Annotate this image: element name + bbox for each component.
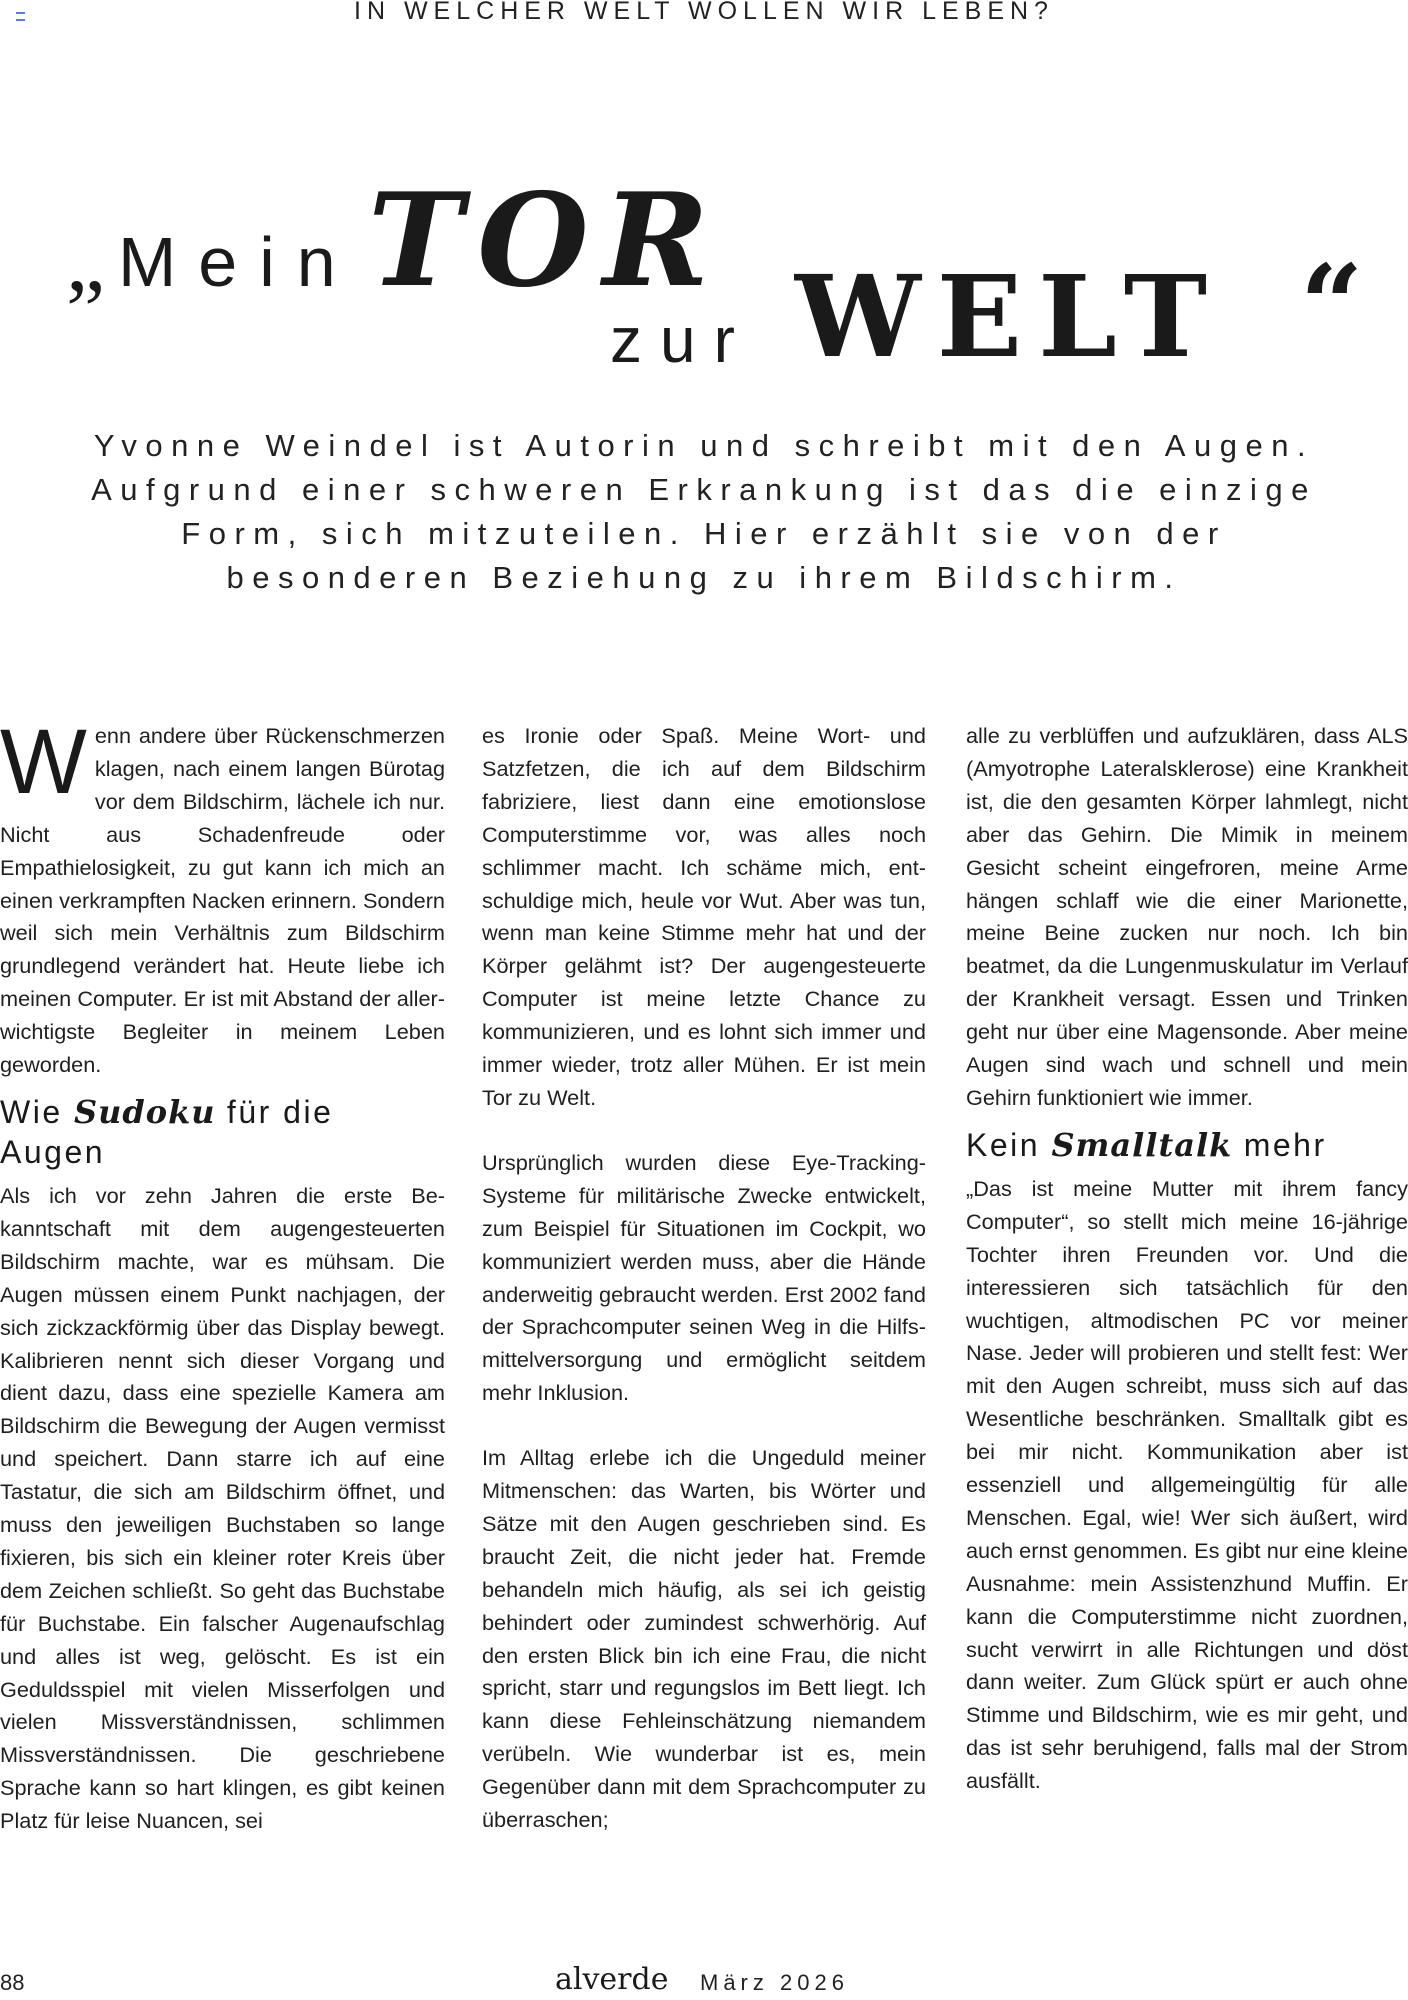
magazine-logo: alverde [555, 1962, 669, 1997]
article-paragraph: Im Alltag erlebe ich die Ungeduld meiner Mitmenschen: das Warten, bis Wörter und Sätze mit den Augen geschrieben sind. Es braucht Zeit, die nicht jeder hat. Fremde behandeln mich häufig, als sei ich geistig behindert oder zumindest schwerhörig. Auf den ersten Blick bin ich eine Frau, die nicht spricht, starr und regungslos im Bett liegt. Ich kann diese Fehleinschätzung niemandem verübeln. Wie wunderbar ist es, mein Gegenüber dann mit dem Sprachcomputer zu überraschen; [482, 1445, 926, 1833]
subheading-text: für die Augen [0, 1093, 334, 1170]
issue-date: März 2026 [700, 1970, 849, 1995]
section-kicker: IN WELCHER WELT WOLLEN WIR LEBEN? [354, 0, 1054, 25]
subheading-emphasis: Smalltalk [1051, 1125, 1233, 1164]
article-paragraph: alle zu verblüffen und aufzuklären, dass ALS (Amyotrophe Lateralsklerose) eine Krankheit ist, die den gesamten Körper lahmlegt, nicht aber das Gehirn. Die Mimik in meinem Gesicht scheint eingefroren, meine Arme hängen schlaff wie die einer Marionette, meine Beine zucken nur noch. Ich bin beatmet, da die Lungenmuskulatur im Verlauf der Krankheit versagt. Essen und Trinken geht nur über eine Magensonde. Aber meine Augen sind wach und schnell und mein Gehirn funktioniert wie immer. [966, 723, 1408, 1110]
subheading-text: Wie [0, 1093, 74, 1130]
subheading-smalltalk [966, 1125, 1408, 1165]
headline-zur: zur [610, 304, 753, 376]
intro-teaser: Yvonne Weindel ist Autorin und schreibt mit den Augen. Aufgrund einer schweren Erkrankung ist das die einzige Form, sich mitzuteilen. Hier erzählt sie von der besonderen Beziehung zu ihrem Bildschirm. [91, 428, 1317, 595]
subheading-emphasis: Sudoku [74, 1092, 216, 1131]
headline-tor: TOR [368, 166, 724, 316]
page-number: 88 [0, 1970, 25, 1995]
subheading-text: Kein [966, 1126, 1052, 1163]
article-paragraph: es Ironie oder Spaß. Meine Wort- und Satzfetzen, die ich auf dem Bildschirm fabriziere, liest dann eine emotionslose Computerstimme vor, was alles noch schlimmer macht. Ich schäme mich, entschuldige mich, heule vor Wut. Aber was tun, wenn man keine Stimme mehr hat und der Körper gelähmt ist? Der augengesteuerte Computer ist meine letzte Chance zu kommunizieren, und es lohnt sich immer und immer wieder, trotz aller Mühen. Er ist mein Tor zu Welt. [482, 723, 926, 1110]
article-column-3 [966, 720, 1408, 1798]
headline-mein: Mein [118, 223, 358, 301]
article-paragraph: Als ich vor zehn Jahren die erste Bekanntschaft mit dem augengesteuerten Bildschirm machte, war es mühsam. Die Augen müssen einem Punkt nachjagen, der sich zickzackförmig über das Display bewegt. Kalibrieren nennt sich dieser Vorgang und dient dazu, dass eine spezielle Kamera am Bildschirm die Bewegung der Augen vermisst und speichert. Dann starre ich auf eine Tastatur, die sich am Bildschirm öffnet, und muss den jeweiligen Buchstaben so lange fixieren, bis sich ein kleiner roter Kreis über dem Zeichen schließt. So geht das Buchstabe für Buchstabe. Ein falscher Augenaufschlag und alles ist weg, gelöscht. Es ist ein Geduldsspiel mit vielen Misserfolgen und vielen Missverständnissen, schlimmen Missverständnissen. Die geschriebene Sprache kann so hart klingen, es gibt keinen Platz für leise Nuancen, sei [0, 1182, 445, 1834]
article-column-2 [482, 720, 926, 1837]
article-paragraph [0, 711, 445, 1082]
subheading-sudoku [0, 1092, 445, 1172]
headline-welt: WELT [795, 252, 1224, 383]
subheading-text: mehr [1232, 1126, 1327, 1163]
headline-quote-open: „ [66, 213, 106, 310]
article-paragraph: Ursprünglich wurden diese Eye-Tracking-Systeme für militärische Zwecke entwickelt, zum Beispiel für Situationen im Cockpit, wo kommuniziert werden muss, aber die Hände anderweitig gebraucht werden. Erst 2002 fand der Sprachcomputer seinen Weg in die Hilfsmittelversorgung und ermöglicht seitdem mehr Inklusion. [482, 1149, 926, 1406]
article-paragraph: „Das ist meine Mutter mit ihrem fancy Computer“, so stellt mich meine 16-jährige Tochter ihren Freunden vor. Und die interessieren sich tatsächlich für den wuchtigen, altmodischen PC vor meiner Nase. Jeder will probieren und stellt fest: Wer mit den Augen schreibt, muss sich auf das Wesentliche beschränken. Smalltalk gibt es bei mir nicht. Kommunikation aber ist essenziell und allgemeingültig für alle Menschen. Egal, wie! Wer sich äußert, wird auch ernst genommen. Es gibt nur eine kleine Ausnahme: mein Assistenzhund Muffin. Er kann die Computerstimme nicht zuordnen, sucht verwirrt in alle Richtungen und döst dann weiter. Zum Glück spürt er auch ohne Stimme und Bildschirm, wie es mir geht, und das ist sehr beruhigend, falls mal der Strom ausfällt. [966, 1175, 1408, 1794]
headline-quote-close: “ [1300, 240, 1364, 369]
paragraph-text: enn andere über Rückenschmerzen klagen, nach einem langen Bürotag vor dem Bildschirm, lächele ich nur. Nicht aus Schadenfreude oder Empathielosigkeit, zu gut kann ich mich an einen verkrampften Nacken erinnern. Sondern weil sich mein Verhältnis zum Bildschirm grundlegend verändert hat. Heute liebe ich meinen Computer. Er ist mit Abstand der allerwichtigste Begleiter in meinem Leben geworden. [0, 723, 445, 1078]
dropcap: W [0, 711, 87, 813]
article-column-1 [0, 711, 445, 1838]
